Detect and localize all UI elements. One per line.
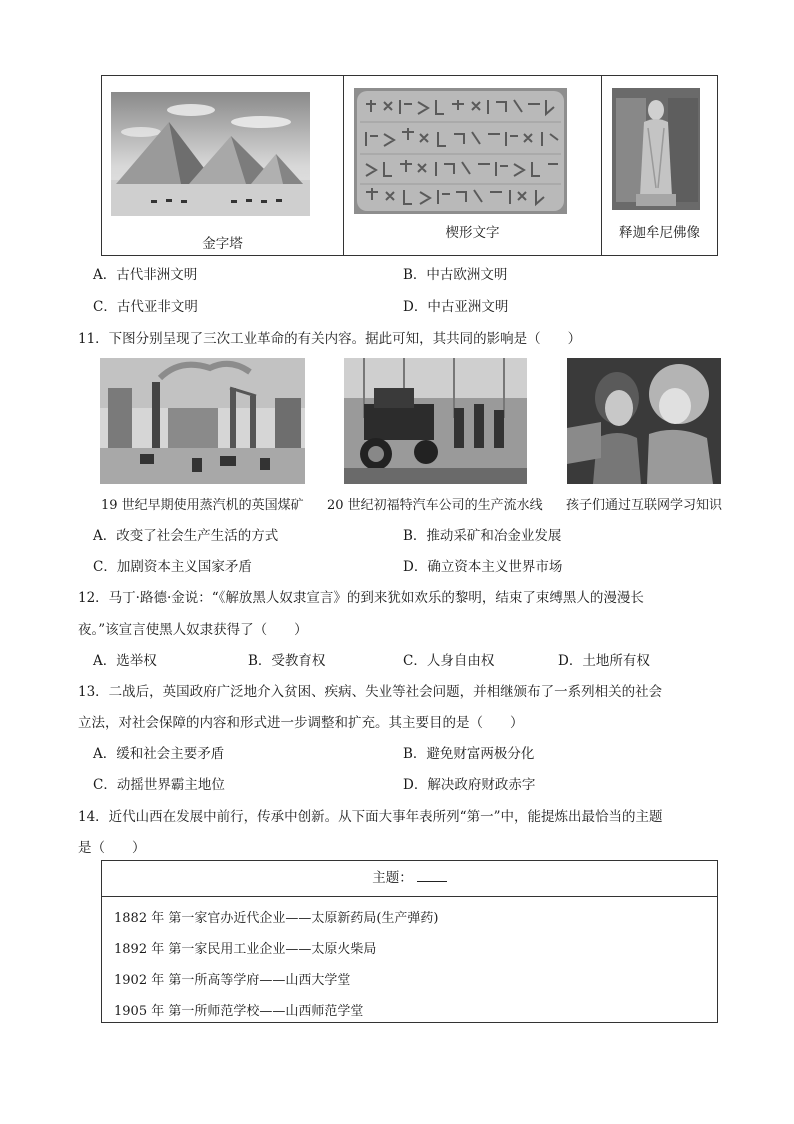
q10-cell-pyramids <box>102 76 344 255</box>
q11-option-c: C．加剧资本主义国家矛盾 <box>93 559 252 575</box>
q11-caption-1: 19 世纪早期使用蒸汽机的英国煤矿 <box>101 498 304 513</box>
q14-event-row: 1905 年 第一所师范学校——山西师范学堂 <box>114 1004 364 1019</box>
q10-cell-cuneiform <box>344 76 602 255</box>
q13-option-b: B．避免财富两极分化 <box>403 746 535 762</box>
q10-cell-buddha <box>602 76 717 255</box>
q10-caption-1: 金字塔 <box>202 236 243 252</box>
steam-coal-mine-engraving <box>100 358 305 484</box>
pyramids-photo <box>111 92 310 216</box>
q14-event-row: 1882 年 第一家官办近代企业——太原新药局(生产弹药) <box>114 911 439 926</box>
cuneiform-tablet-photo <box>354 88 567 214</box>
q10-caption-2: 楔形文字 <box>445 225 500 241</box>
q14-event-row: 1902 年 第一所高等学府——山西大学堂 <box>114 973 351 988</box>
q14-event-row: 1892 年 第一家民用工业企业——太原火柴局 <box>114 942 377 957</box>
q14-table-head <box>102 861 717 897</box>
q14-stem-line2: 是（ ） <box>78 840 146 856</box>
q13-stem-line1: 13．二战后，英国政府广泛地介入贫困、疾病、失业等社会问题，并相继颁布了一系列相关的社会 <box>78 684 663 700</box>
q13-option-a: A．缓和社会主要矛盾 <box>93 746 225 762</box>
q11-option-a: A．改变了社会生产生活的方式 <box>93 528 279 544</box>
q10-option-d: D．中古亚洲文明 <box>403 299 509 315</box>
q12-option-b: B．受教育权 <box>248 653 326 669</box>
q13-stem-line2: 立法，对社会保障的内容和形式进一步调整和扩充。其主要目的是（ ） <box>78 715 524 731</box>
q10-option-c: C．古代亚非文明 <box>93 299 198 315</box>
q12-stem-line2: 夜。”该宣言使黑人奴隶获得了（ ） <box>78 622 308 638</box>
q10-image-table <box>101 75 718 256</box>
q13-option-d: D．解决政府财政赤字 <box>403 777 536 793</box>
q12-stem-line1: 12．马丁·路德·金说：“《解放黑人奴隶宣言》的到来犹如欢乐的黎明，结束了束缚黑人的漫漫长 <box>78 590 644 606</box>
q13-option-c: C．动摇世界霸主地位 <box>93 777 225 793</box>
theme-blank <box>417 869 447 882</box>
ford-assembly-line-photo <box>344 358 527 484</box>
q11-option-b: B．推动采矿和冶金业发展 <box>403 528 562 544</box>
q14-event-table <box>101 860 718 1023</box>
q11-stem: 11．下图分别呈现了三次工业革命的有关内容。据此可知，其共同的影响是（ ） <box>78 331 582 347</box>
q12-option-d: D．土地所有权 <box>558 653 650 669</box>
q10-caption-3: 释迦牟尼佛像 <box>619 225 700 241</box>
q12-option-c: C．人身自由权 <box>403 653 495 669</box>
buddha-statue-photo <box>612 88 700 210</box>
theme-label: 主题： <box>372 870 413 886</box>
q14-stem-line1: 14．近代山西在发展中前行，传承中创新。从下面大事年表所列“第一”中，能提炼出最恰当的主题 <box>78 809 663 825</box>
children-computer-photo <box>567 358 721 484</box>
q11-option-d: D．确立资本主义世界市场 <box>403 559 563 575</box>
q11-caption-3: 孩子们通过互联网学习知识 <box>566 498 723 513</box>
q10-option-b: B．中古欧洲文明 <box>403 267 508 283</box>
q10-option-a: A．古代非洲文明 <box>93 267 198 283</box>
q12-option-a: A．选举权 <box>93 653 157 669</box>
q11-caption-2: 20 世纪初福特汽车公司的生产流水线 <box>327 498 543 513</box>
